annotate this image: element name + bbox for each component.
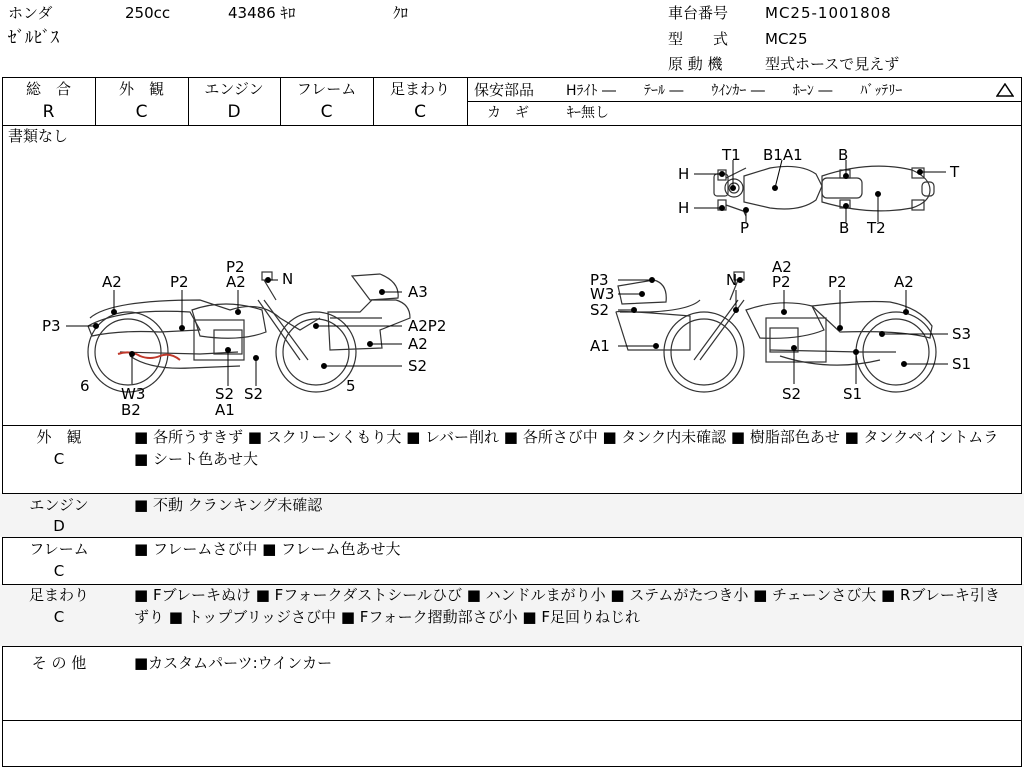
- diagram-label: P2: [226, 258, 245, 276]
- diagram-label: P3: [42, 317, 61, 335]
- diagram-label: A1: [215, 401, 235, 419]
- diagram-label: P3: [590, 271, 609, 289]
- triangle-icon: [996, 83, 1014, 97]
- section-other-label: そ の 他: [31, 654, 87, 672]
- diagram-label: B: [838, 146, 849, 164]
- diagram-label: S2: [782, 385, 802, 403]
- section-frame-label: フレーム: [29, 540, 89, 558]
- diagram-label: T: [950, 163, 960, 181]
- diagram-label: S2: [215, 385, 235, 403]
- section-suspension-label: 足まわり: [28, 586, 89, 604]
- grade-engine-label: エンジン: [204, 80, 264, 98]
- safety-items: Hﾗｲﾄ ― ﾃｰﾙ ― ｳｲﾝｶｰ ― ﾎｰﾝ ― ﾊﾞｯﾃﾘｰ: [566, 83, 903, 99]
- diagram-label: S1: [952, 355, 972, 373]
- type-label: 型 式: [668, 30, 729, 48]
- engine-label: 原 動 機: [668, 55, 723, 73]
- diagram-label: W3: [121, 385, 146, 403]
- maker: ホンダ: [8, 4, 53, 22]
- grade-frame-label: フレーム: [296, 80, 357, 98]
- diagram-label: A2P2: [408, 317, 447, 335]
- diagram-label: N: [726, 271, 738, 289]
- diagram-label: T1: [722, 146, 741, 164]
- section-engine-label: エンジン: [29, 496, 89, 514]
- grade-overall-value: R: [42, 102, 55, 122]
- diagram-label: P: [740, 219, 750, 237]
- diagram-label: T2: [867, 219, 886, 237]
- damage-diagram: [0, 126, 1024, 426]
- section-suspension-grade: C: [53, 608, 65, 626]
- section-frame-grade: C: [53, 562, 65, 580]
- key-label: カ ギ: [487, 105, 529, 121]
- diagram-label: S2: [408, 357, 428, 375]
- diagram-label: B2: [121, 401, 141, 419]
- safety-divider: [467, 101, 1022, 102]
- key-value: ｷｰ無し: [567, 105, 609, 121]
- grade-suspension-value: C: [414, 102, 426, 122]
- diagram-label: A2: [408, 335, 428, 353]
- frame-no: MC25-1001808: [765, 4, 892, 22]
- diagram-label: 6: [80, 377, 90, 395]
- mileage: 43486 ｷﾛ: [228, 4, 296, 22]
- section-engine-grade: D: [53, 517, 65, 535]
- color: ｸﾛ: [393, 4, 409, 22]
- diagram-label: 5: [346, 377, 356, 395]
- diagram-label: W3: [590, 285, 615, 303]
- section-exterior-text: ■ 各所うすきず ■ スクリーンくもり大 ■ レバー削れ ■ 各所さび中 ■ タンク内未確認 ■ 樹脂部色あせ ■ タンクペイントムラ ■ シート色あせ大: [134, 428, 999, 468]
- section-divider: [2, 720, 1022, 721]
- section-engine-text: ■ 不動 クランキング未確認: [134, 496, 323, 514]
- grade-exterior-label: 外 観: [118, 80, 164, 98]
- diagram-label: B1A1: [763, 146, 803, 164]
- diagram-label: S2: [244, 385, 264, 403]
- section-frame-text: ■ フレームさび中 ■ フレーム色あせ大: [134, 540, 401, 558]
- diagram-label: N: [282, 270, 294, 288]
- type-value: MC25: [765, 30, 808, 48]
- grade-frame-value: C: [320, 102, 333, 122]
- documents-note: 書類なし: [8, 127, 69, 145]
- frame-no-label: 車台番号: [668, 4, 729, 22]
- diagram-label: P2: [828, 273, 847, 291]
- diagram-label: P2: [170, 273, 189, 291]
- diagram-label: P2: [772, 273, 791, 291]
- grade-suspension-label: 足まわり: [389, 80, 450, 98]
- model-name: ｾﾞﾙﾋﾞｽ: [8, 28, 59, 48]
- diagram-label: A1: [590, 337, 610, 355]
- diagram-label: A3: [408, 283, 428, 301]
- safety-label: 保安部品: [474, 81, 535, 99]
- section-exterior-label: 外 観: [36, 428, 82, 446]
- diagram-label: S3: [952, 325, 972, 343]
- displacement: 250cc: [125, 4, 171, 22]
- grade-divider: [467, 77, 468, 125]
- diagram-label: A2: [102, 273, 122, 291]
- grade-overall-label: 総 合: [25, 80, 71, 98]
- grade-exterior-value: C: [135, 102, 148, 122]
- diagram-label: H: [678, 199, 690, 217]
- diagram-label: S2: [590, 301, 610, 319]
- diagram-label: B: [839, 219, 850, 237]
- diagram-label: H: [678, 165, 690, 183]
- diagram-label: S1: [843, 385, 863, 403]
- diagram-label: A2: [894, 273, 914, 291]
- section-exterior-grade: C: [53, 450, 65, 468]
- page-bottom-border: [2, 766, 1022, 767]
- section-other-text: ■カスタムパーツ:ウインカー: [134, 654, 333, 672]
- left-view-bike: [88, 272, 410, 392]
- diagram-label: A2: [772, 258, 792, 276]
- grade-table-top: [2, 77, 1022, 78]
- engine-value: 型式ホースで見えず: [765, 55, 900, 73]
- section-divider: [2, 646, 1022, 647]
- grade-engine-value: D: [227, 102, 241, 122]
- diagram-label: A2: [226, 273, 246, 291]
- section-suspension-text: ■ Fブレーキぬけ ■ Fフォークダストシールひび ■ ハンドルまがり小 ■ ステムがたつき小 ■ チェーンさび大 ■ Rブレーキ引きずり ■ トップブリッジさび中 ■ Fフォーク摺動部さび小 ■ F足回りねじれ: [134, 586, 1000, 626]
